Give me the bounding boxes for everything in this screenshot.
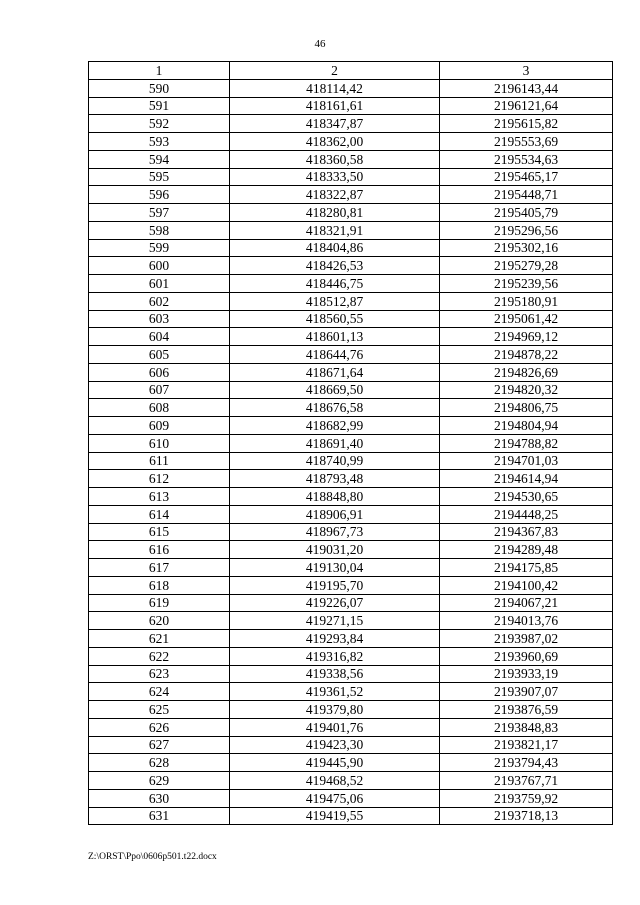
point-number-cell: 602 <box>89 292 230 310</box>
point-number-cell: 603 <box>89 310 230 328</box>
table-row <box>89 417 613 435</box>
table-row <box>89 399 613 417</box>
y-coordinate-cell: 2195061,42 <box>440 310 613 328</box>
point-number-cell: 610 <box>89 434 230 452</box>
x-coordinate-cell: 418404,86 <box>230 239 440 257</box>
point-number-cell: 629 <box>89 772 230 790</box>
table-row <box>89 718 613 736</box>
x-coordinate-cell: 418682,99 <box>230 417 440 435</box>
point-number-cell: 595 <box>89 168 230 186</box>
table-row <box>89 381 613 399</box>
table-row <box>89 257 613 275</box>
point-number-cell: 611 <box>89 452 230 470</box>
y-coordinate-cell: 2194701,03 <box>440 452 613 470</box>
point-number-cell: 626 <box>89 718 230 736</box>
y-coordinate-cell: 2194804,94 <box>440 417 613 435</box>
point-number-cell: 627 <box>89 736 230 754</box>
y-coordinate-cell: 2193718,13 <box>440 807 613 825</box>
point-number-cell: 621 <box>89 630 230 648</box>
point-number-cell: 597 <box>89 204 230 222</box>
point-number-cell: 624 <box>89 683 230 701</box>
x-coordinate-cell: 418967,73 <box>230 523 440 541</box>
x-coordinate-cell: 419423,30 <box>230 736 440 754</box>
table-row <box>89 310 613 328</box>
page-number: 46 <box>314 38 326 50</box>
table-row <box>89 470 613 488</box>
x-coordinate-cell: 419293,84 <box>230 630 440 648</box>
point-number-cell: 596 <box>89 186 230 204</box>
y-coordinate-cell: 2194067,21 <box>440 594 613 612</box>
y-coordinate-cell: 2194878,22 <box>440 346 613 364</box>
point-number-cell: 609 <box>89 417 230 435</box>
point-number-cell: 615 <box>89 523 230 541</box>
x-coordinate-cell: 418676,58 <box>230 399 440 417</box>
x-coordinate-cell: 418740,99 <box>230 452 440 470</box>
table-header <box>89 62 613 80</box>
y-coordinate-cell: 2194175,85 <box>440 559 613 577</box>
x-coordinate-cell: 418426,53 <box>230 257 440 275</box>
table-row <box>89 488 613 506</box>
table-row <box>89 115 613 133</box>
x-coordinate-cell: 419361,52 <box>230 683 440 701</box>
table-row <box>89 363 613 381</box>
y-coordinate-cell: 2193767,71 <box>440 772 613 790</box>
point-number-cell: 598 <box>89 221 230 239</box>
point-number-cell: 619 <box>89 594 230 612</box>
x-coordinate-cell: 418362,00 <box>230 133 440 151</box>
point-number-cell: 607 <box>89 381 230 399</box>
point-number-cell: 628 <box>89 754 230 772</box>
x-coordinate-cell: 418793,48 <box>230 470 440 488</box>
table-row <box>89 434 613 452</box>
table-row <box>89 736 613 754</box>
x-coordinate-cell: 418601,13 <box>230 328 440 346</box>
x-coordinate-cell: 418280,81 <box>230 204 440 222</box>
x-coordinate-cell: 418906,91 <box>230 505 440 523</box>
x-coordinate-cell: 418848,80 <box>230 488 440 506</box>
x-coordinate-cell: 419316,82 <box>230 647 440 665</box>
table-row <box>89 576 613 594</box>
x-coordinate-cell: 419379,80 <box>230 701 440 719</box>
y-coordinate-cell: 2193876,59 <box>440 701 613 719</box>
x-coordinate-cell: 419338,56 <box>230 665 440 683</box>
table-row <box>89 221 613 239</box>
table-row <box>89 559 613 577</box>
point-number-cell: 620 <box>89 612 230 630</box>
y-coordinate-cell: 2194969,12 <box>440 328 613 346</box>
x-coordinate-cell: 418161,61 <box>230 97 440 115</box>
y-coordinate-cell: 2195465,17 <box>440 168 613 186</box>
point-number-cell: 592 <box>89 115 230 133</box>
x-coordinate-cell: 419195,70 <box>230 576 440 594</box>
x-coordinate-cell: 419226,07 <box>230 594 440 612</box>
x-coordinate-cell: 418512,87 <box>230 292 440 310</box>
y-coordinate-cell: 2195405,79 <box>440 204 613 222</box>
table-row <box>89 204 613 222</box>
x-coordinate-cell: 418360,58 <box>230 150 440 168</box>
table-body <box>89 79 613 825</box>
column-header-2: 2 <box>230 62 440 80</box>
point-number-cell: 594 <box>89 150 230 168</box>
table-row <box>89 452 613 470</box>
table-row <box>89 168 613 186</box>
point-number-cell: 606 <box>89 363 230 381</box>
point-number-cell: 591 <box>89 97 230 115</box>
x-coordinate-cell: 418321,91 <box>230 221 440 239</box>
y-coordinate-cell: 2193907,07 <box>440 683 613 701</box>
point-number-cell: 612 <box>89 470 230 488</box>
table-row <box>89 683 613 701</box>
point-number-cell: 593 <box>89 133 230 151</box>
table-row <box>89 630 613 648</box>
x-coordinate-cell: 419401,76 <box>230 718 440 736</box>
table-row <box>89 97 613 115</box>
table-row <box>89 594 613 612</box>
table-row <box>89 133 613 151</box>
point-number-cell: 616 <box>89 541 230 559</box>
y-coordinate-cell: 2193987,02 <box>440 630 613 648</box>
y-coordinate-cell: 2193960,69 <box>440 647 613 665</box>
table-row <box>89 541 613 559</box>
table-row <box>89 701 613 719</box>
table-row <box>89 523 613 541</box>
table-row <box>89 292 613 310</box>
table-header-row <box>89 62 613 80</box>
point-number-cell: 625 <box>89 701 230 719</box>
table-row <box>89 665 613 683</box>
x-coordinate-cell: 419475,06 <box>230 789 440 807</box>
column-header-1: 1 <box>89 62 230 80</box>
x-coordinate-cell: 419031,20 <box>230 541 440 559</box>
y-coordinate-cell: 2195296,56 <box>440 221 613 239</box>
table-row <box>89 612 613 630</box>
table-row <box>89 647 613 665</box>
point-number-cell: 600 <box>89 257 230 275</box>
point-number-cell: 622 <box>89 647 230 665</box>
table-row <box>89 186 613 204</box>
y-coordinate-cell: 2195180,91 <box>440 292 613 310</box>
y-coordinate-cell: 2195279,28 <box>440 257 613 275</box>
point-number-cell: 631 <box>89 807 230 825</box>
y-coordinate-cell: 2194820,32 <box>440 381 613 399</box>
y-coordinate-cell: 2194614,94 <box>440 470 613 488</box>
x-coordinate-cell: 418322,87 <box>230 186 440 204</box>
x-coordinate-cell: 419445,90 <box>230 754 440 772</box>
y-coordinate-cell: 2194289,48 <box>440 541 613 559</box>
table-row <box>89 772 613 790</box>
point-number-cell: 605 <box>89 346 230 364</box>
point-number-cell: 608 <box>89 399 230 417</box>
x-coordinate-cell: 418644,76 <box>230 346 440 364</box>
table-row <box>89 150 613 168</box>
y-coordinate-cell: 2196143,44 <box>440 79 613 97</box>
x-coordinate-cell: 418446,75 <box>230 275 440 293</box>
y-coordinate-cell: 2195534,63 <box>440 150 613 168</box>
y-coordinate-cell: 2194806,75 <box>440 399 613 417</box>
point-number-cell: 614 <box>89 505 230 523</box>
y-coordinate-cell: 2195239,56 <box>440 275 613 293</box>
y-coordinate-cell: 2193848,83 <box>440 718 613 736</box>
y-coordinate-cell: 2193794,43 <box>440 754 613 772</box>
point-number-cell: 613 <box>89 488 230 506</box>
table-row <box>89 346 613 364</box>
point-number-cell: 623 <box>89 665 230 683</box>
table-row <box>89 239 613 257</box>
point-number-cell: 604 <box>89 328 230 346</box>
y-coordinate-cell: 2194367,83 <box>440 523 613 541</box>
y-coordinate-cell: 2193759,92 <box>440 789 613 807</box>
y-coordinate-cell: 2193821,17 <box>440 736 613 754</box>
x-coordinate-cell: 418333,50 <box>230 168 440 186</box>
point-number-cell: 618 <box>89 576 230 594</box>
y-coordinate-cell: 2194530,65 <box>440 488 613 506</box>
point-number-cell: 630 <box>89 789 230 807</box>
y-coordinate-cell: 2194788,82 <box>440 434 613 452</box>
point-number-cell: 617 <box>89 559 230 577</box>
table-row <box>89 79 613 97</box>
y-coordinate-cell: 2194826,69 <box>440 363 613 381</box>
table-row <box>89 275 613 293</box>
x-coordinate-cell: 419419,55 <box>230 807 440 825</box>
footer-file-path: Z:\ORST\Ppo\0606p501.t22.docx <box>88 852 217 862</box>
x-coordinate-cell: 418347,87 <box>230 115 440 133</box>
table-row <box>89 789 613 807</box>
y-coordinate-cell: 2195615,82 <box>440 115 613 133</box>
y-coordinate-cell: 2194100,42 <box>440 576 613 594</box>
y-coordinate-cell: 2195448,71 <box>440 186 613 204</box>
y-coordinate-cell: 2194013,76 <box>440 612 613 630</box>
y-coordinate-cell: 2193933,19 <box>440 665 613 683</box>
x-coordinate-cell: 419271,15 <box>230 612 440 630</box>
point-number-cell: 601 <box>89 275 230 293</box>
table-row <box>89 754 613 772</box>
table-row <box>89 505 613 523</box>
y-coordinate-cell: 2195302,16 <box>440 239 613 257</box>
x-coordinate-cell: 418669,50 <box>230 381 440 399</box>
y-coordinate-cell: 2195553,69 <box>440 133 613 151</box>
x-coordinate-cell: 418114,42 <box>230 79 440 97</box>
table-row <box>89 807 613 825</box>
column-header-3: 3 <box>440 62 613 80</box>
point-number-cell: 590 <box>89 79 230 97</box>
point-number-cell: 599 <box>89 239 230 257</box>
table-row <box>89 328 613 346</box>
coordinates-table <box>88 61 613 825</box>
x-coordinate-cell: 418560,55 <box>230 310 440 328</box>
y-coordinate-cell: 2194448,25 <box>440 505 613 523</box>
x-coordinate-cell: 419130,04 <box>230 559 440 577</box>
x-coordinate-cell: 418671,64 <box>230 363 440 381</box>
y-coordinate-cell: 2196121,64 <box>440 97 613 115</box>
x-coordinate-cell: 418691,40 <box>230 434 440 452</box>
x-coordinate-cell: 419468,52 <box>230 772 440 790</box>
